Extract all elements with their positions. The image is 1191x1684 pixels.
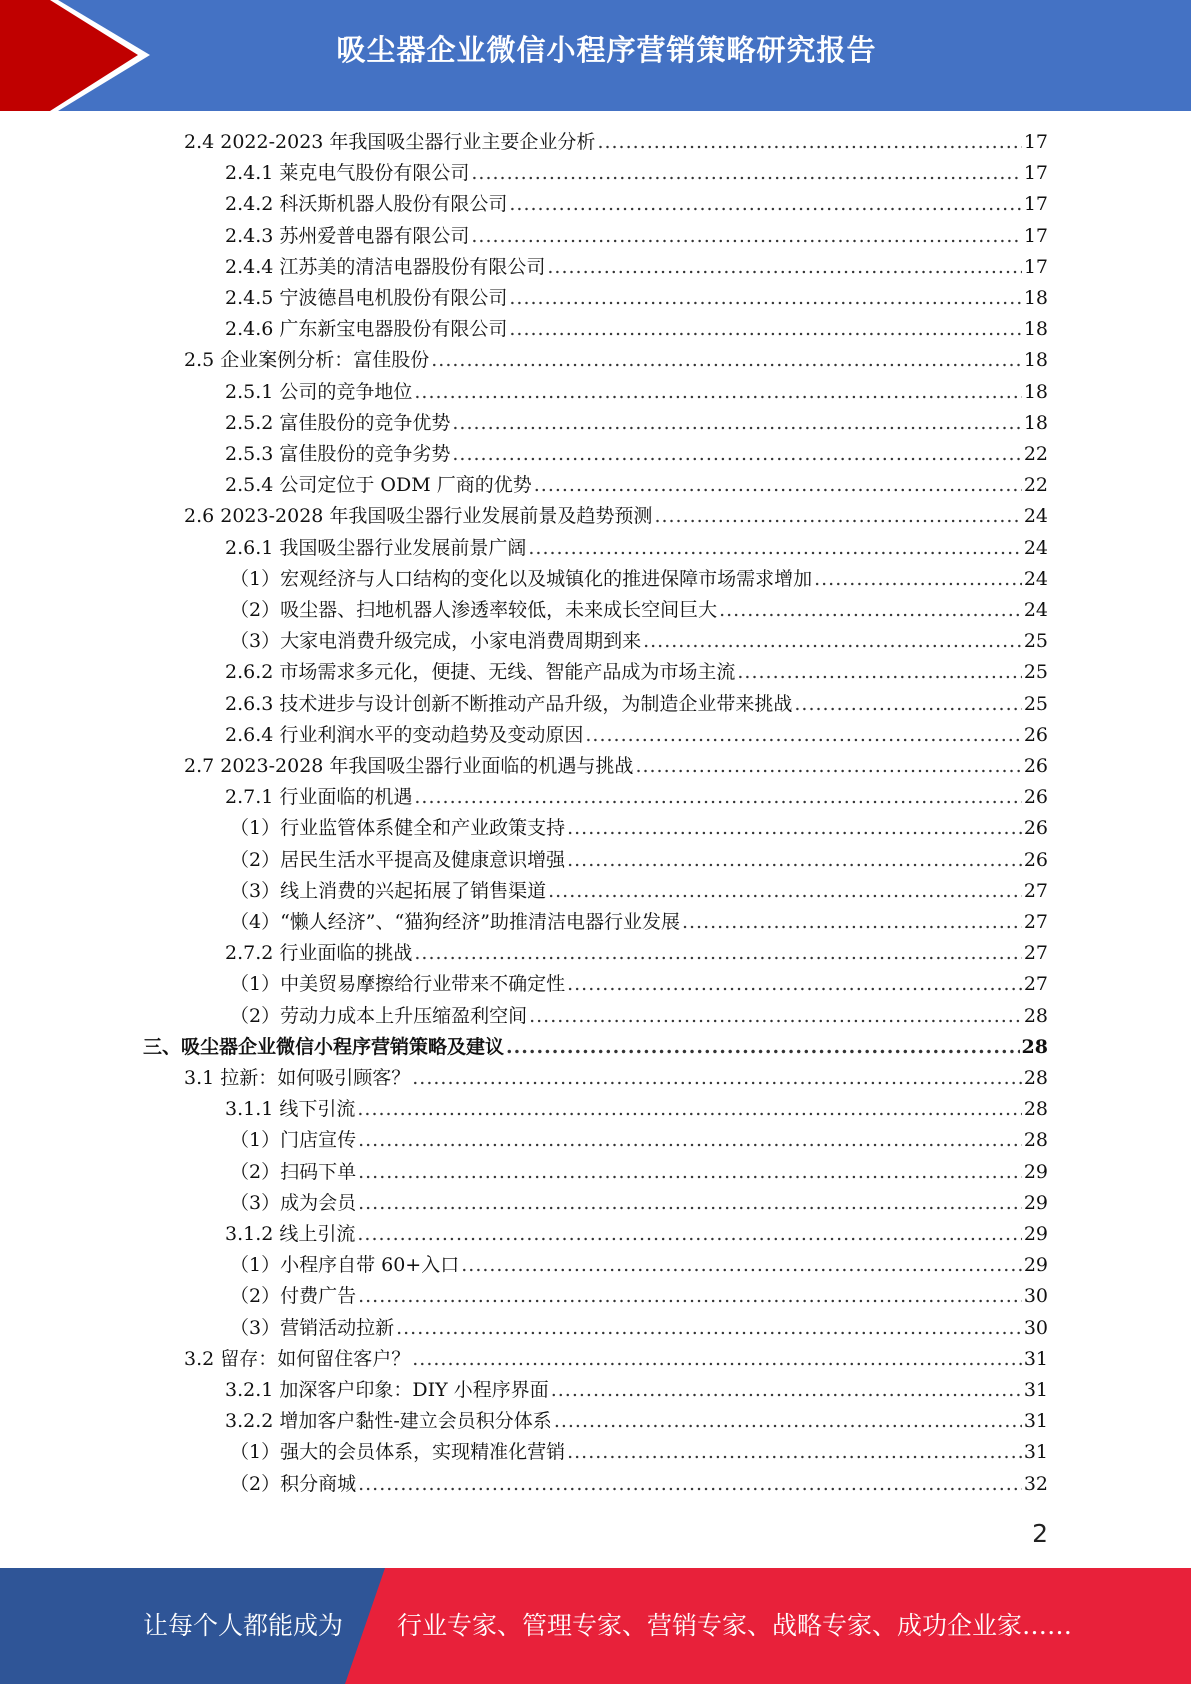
toc-leader-dots [358,1469,1022,1500]
toc-entry-page: 27 [1023,973,1048,996]
toc-leader-dots [358,1188,1022,1219]
toc-leader-dots [358,1125,1022,1156]
toc-entry-page: 17 [1023,131,1048,153]
toc-entry-label: （4）“懒人经济”、“猫狗经济”助推清洁电器行业发展 [230,911,680,933]
toc-leader-dots [358,1157,1022,1188]
toc-entry[interactable] [230,876,1048,907]
toc-entry-page: 31 [1023,1410,1048,1433]
page-number: 2 [1032,1519,1048,1548]
toc-leader-dots [814,564,1022,595]
toc-leader-dots [737,657,1021,688]
toc-entry-page: 31 [1023,1347,1048,1370]
toc-entry-label: 3.2 留存：如何留住客户？ [184,1347,411,1370]
toc-entry-label: 2.7.1 行业面临的机遇 [225,786,413,809]
toc-entry-page: 27 [1023,911,1048,933]
toc-entry[interactable] [230,845,1048,876]
toc-entry-page: 24 [1023,599,1048,621]
toc-entry-label: 2.7 2023-2028 年我国吸尘器行业面临的机遇与挑战 [184,755,634,777]
toc-entry-page: 29 [1023,1191,1048,1214]
toc-entry[interactable] [225,408,1048,439]
toc-entry-page: 25 [1023,692,1048,715]
toc-entry-label: 2.4.2 科沃斯机器人股份有限公司 [225,193,508,216]
toc-entry-label: （1）中美贸易摩擦给行业带来不确定性 [230,973,566,996]
toc-leader-dots [719,595,1022,626]
toc-entry-label: 2.4.6 广东新宝电器股份有限公司 [225,318,508,341]
toc-entry-page: 17 [1023,162,1048,185]
toc-entry[interactable] [230,595,1048,626]
toc-entry[interactable] [225,1219,1048,1250]
toc-entry-label: （3）线上消费的兴起拓展了销售渠道 [230,879,547,902]
footer-slogan-right: 行业专家、管理专家、营销专家、战略专家、成功企业家…… [397,1611,1073,1640]
toc-entry-label: 2.6.3 技术进步与设计创新不断推动产品升级，为制造企业带来挑战 [225,692,793,715]
toc-entry-label: （2）劳动力成本上升压缩盈利空间 [230,1004,528,1027]
toc-entry[interactable] [225,689,1048,720]
toc-entry[interactable] [225,221,1048,252]
toc-entry-label: （2）付费广告 [230,1285,357,1308]
toc-entry-page: 26 [1023,817,1048,840]
toc-entry-page: 29 [1023,1254,1048,1277]
toc-entry[interactable] [225,158,1048,189]
toc-entry-label: 2.5.4 公司定位于 ODM 厂商的优势 [225,474,532,497]
toc-entry-label: （1）门店宣传 [230,1129,357,1152]
toc-entry[interactable] [230,1313,1048,1344]
toc-entry-page: 28 [1023,1004,1048,1027]
toc-leader-dots [794,689,1021,720]
toc-leader-dots [412,1063,1022,1094]
toc-entry[interactable] [225,533,1048,564]
toc-leader-dots [567,813,1022,844]
toc-leader-dots [643,626,1022,657]
footer-slogan-left: 让每个人都能成为 [143,1611,344,1640]
toc-entry-page: 22 [1023,443,1048,465]
toc-entry-page: 18 [1023,318,1048,341]
toc-entry[interactable] [230,1250,1048,1281]
toc-leader-dots [452,408,1021,439]
toc-leader-dots [431,345,1022,376]
toc-entry-label: 2.4.4 江苏美的清洁电器股份有限公司 [225,255,546,278]
toc-entry-label: 3.2.2 增加客户黏性-建立会员积分体系 [225,1410,552,1433]
toc-entry[interactable] [230,813,1048,844]
toc-leader-dots [471,221,1021,252]
toc-entry-page: 26 [1023,755,1048,777]
toc-entry-page: 29 [1023,1160,1048,1183]
toc-entry-page: 17 [1023,255,1048,278]
toc-entry[interactable] [225,1375,1048,1406]
toc-entry[interactable] [230,1157,1048,1188]
toc-leader-dots [547,252,1021,283]
toc-entry-label: （1）强大的会员体系，实现精准化营销 [230,1441,566,1464]
toc-entry[interactable] [225,1406,1048,1437]
toc-entry-label: （3）大家电消费升级完成，小家电消费周期到来 [230,630,642,653]
toc-entry-label: 三、吸尘器企业微信小程序营销策略及建议 [143,1035,505,1058]
toc-entry-page: 25 [1023,661,1048,684]
toc-entry-page: 25 [1023,630,1048,653]
toc-entry[interactable] [230,1469,1048,1500]
toc-entry-label: 2.6.2 市场需求多元化，便捷、无线、智能产品成为市场主流 [225,661,736,684]
toc-entry[interactable] [184,345,1048,376]
toc-entry-page: 28 [1023,1098,1048,1121]
toc-leader-dots [509,189,1021,220]
toc-entry-page: 24 [1023,567,1048,590]
toc-leader-dots [597,127,1021,158]
toc-entry[interactable] [143,1032,1048,1063]
toc-leader-dots [554,1406,1022,1437]
toc-entry-label: （1）宏观经济与人口结构的变化以及城镇化的推进保障市场需求增加 [230,567,813,590]
toc-entry-page: 28 [1023,1129,1048,1152]
toc-leader-dots [414,377,1021,408]
toc-entry[interactable] [225,720,1048,751]
toc-leader-dots [452,439,1021,470]
toc-entry-label: 2.7.2 行业面临的挑战 [225,942,413,965]
toc-entry[interactable] [230,1188,1048,1219]
toc-leader-dots [529,1001,1022,1032]
toc-entry-page: 32 [1023,1472,1048,1495]
toc-entry[interactable] [184,127,1048,158]
toc-entry-page: 31 [1023,1441,1048,1464]
toc-entry-page: 18 [1023,380,1048,403]
toc-entry-page: 18 [1023,349,1048,372]
toc-leader-dots [567,969,1022,1000]
toc-entry-label: （3）成为会员 [230,1191,357,1214]
toc-leader-dots [682,907,1022,938]
toc-entry-page: 28 [1023,1067,1048,1089]
toc-entry[interactable] [225,1094,1048,1125]
toc-entry-label: 3.1.2 线上引流 [225,1223,356,1245]
toc-entry-label: （2）积分商城 [230,1472,357,1495]
toc-entry-label: 2.5.3 富佳股份的竞争劣势 [225,443,451,465]
toc-entry-label: （1）小程序自带 60+入口 [230,1254,460,1277]
toc-leader-dots [396,1313,1022,1344]
toc-entry-page: 26 [1023,786,1048,809]
toc-entry-page: 24 [1023,505,1048,528]
toc-entry-label: 3.2.1 加深客户印象：DIY 小程序界面 [225,1379,549,1401]
toc-entry[interactable] [184,751,1048,782]
toc-entry-label: （3）营销活动拉新 [230,1316,395,1339]
toc-entry-page: 22 [1023,474,1048,497]
toc-entry-page: 30 [1023,1316,1048,1339]
toc-entry[interactable] [225,314,1048,345]
toc-entry-label: （2）吸尘器、扫地机器人渗透率较低，未来成长空间巨大 [230,599,718,621]
toc-entry-page: 31 [1023,1379,1048,1401]
toc-entry[interactable] [225,252,1048,283]
toc-entry[interactable] [225,782,1048,813]
toc-entry-page: 26 [1023,723,1048,746]
toc-entry[interactable] [230,1001,1048,1032]
toc-entry[interactable] [225,283,1048,314]
toc-entry[interactable] [225,470,1048,501]
toc-leader-dots [635,751,1021,782]
toc-entry-label: 2.5 企业案例分析：富佳股份 [184,349,430,372]
toc-entry[interactable] [230,1125,1048,1156]
toc-entry-label: 2.4.1 莱克电气股份有限公司 [225,162,470,185]
toc-entry-page: 26 [1023,848,1048,871]
toc-entry[interactable] [230,564,1048,595]
toc-entry-page: 30 [1023,1285,1048,1308]
toc-entry-label: 2.6.1 我国吸尘器行业发展前景广阔 [225,536,527,559]
toc-leader-dots [414,782,1021,813]
toc-leader-dots [412,1344,1022,1375]
toc-entry-page: 18 [1023,287,1048,309]
toc-entry[interactable] [230,969,1048,1000]
toc-entry-page: 17 [1023,193,1048,216]
toc-entry[interactable] [230,1281,1048,1312]
toc-entry-label: （2）扫码下单 [230,1160,357,1183]
toc-entry-label: 2.6 2023-2028 年我国吸尘器行业发展前景及趋势预测 [184,505,653,528]
toc-leader-dots [509,283,1021,314]
toc-entry-page: 24 [1023,536,1048,559]
toc-entry-label: 2.5.1 公司的竞争地位 [225,380,413,403]
page-header [0,0,1191,111]
toc-entry[interactable] [225,189,1048,220]
toc-entry[interactable] [184,501,1048,532]
toc-leader-dots [509,314,1021,345]
toc-entry[interactable] [230,626,1048,657]
toc-entry-page: 27 [1023,942,1048,965]
toc-entry-label: 2.4.3 苏州爱普电器有限公司 [225,224,470,247]
toc-entry[interactable] [225,657,1048,688]
toc-entry-label: 3.1 拉新：如何吸引顾客？ [184,1067,411,1089]
toc-entry[interactable] [184,1063,1048,1094]
toc-entry[interactable] [184,1344,1048,1375]
toc-leader-dots [567,845,1022,876]
document-title: 吸尘器企业微信小程序营销策略研究报告 [336,33,877,67]
page-footer [0,1568,1191,1684]
toc-entry-label: 2.4 2022-2023 年我国吸尘器行业主要企业分析 [184,131,596,153]
toc-leader-dots [654,501,1021,532]
toc-leader-dots [461,1250,1022,1281]
toc-entry-label: 3.1.1 线下引流 [225,1098,356,1121]
toc-entry-label: （2）居民生活水平提高及健康意识增强 [230,848,566,871]
toc-leader-dots [551,1375,1022,1406]
toc-entry[interactable] [230,907,1048,938]
toc-leader-dots [548,876,1022,907]
toc-entry[interactable] [230,1437,1048,1468]
toc-leader-dots [414,938,1021,969]
toc-leader-dots [358,1281,1022,1312]
toc-leader-dots [357,1094,1021,1125]
toc-entry-label: 2.4.5 宁波德昌电机股份有限公司 [225,287,508,309]
toc-entry[interactable] [225,439,1048,470]
toc-leader-dots [567,1437,1022,1468]
toc-leader-dots [534,470,1022,501]
toc-leader-dots [506,1032,1020,1063]
toc-entry-page: 29 [1023,1223,1048,1245]
toc-entry-label: （1）行业监管体系健全和产业政策支持 [230,817,566,840]
toc-leader-dots [471,158,1021,189]
toc-leader-dots [585,720,1021,751]
toc-leader-dots [528,533,1021,564]
toc-entry-label: 2.6.4 行业利润水平的变动趋势及变动原因 [225,723,584,746]
toc-entry-label: 2.5.2 富佳股份的竞争优势 [225,411,451,434]
toc-entry[interactable] [225,938,1048,969]
toc-leader-dots [357,1219,1021,1250]
toc-entry-page: 27 [1023,879,1048,902]
toc-entry[interactable] [225,377,1048,408]
toc-entry-page: 18 [1023,411,1048,434]
toc-entry-page: 17 [1023,224,1048,247]
toc-entry-page: 28 [1021,1035,1048,1058]
